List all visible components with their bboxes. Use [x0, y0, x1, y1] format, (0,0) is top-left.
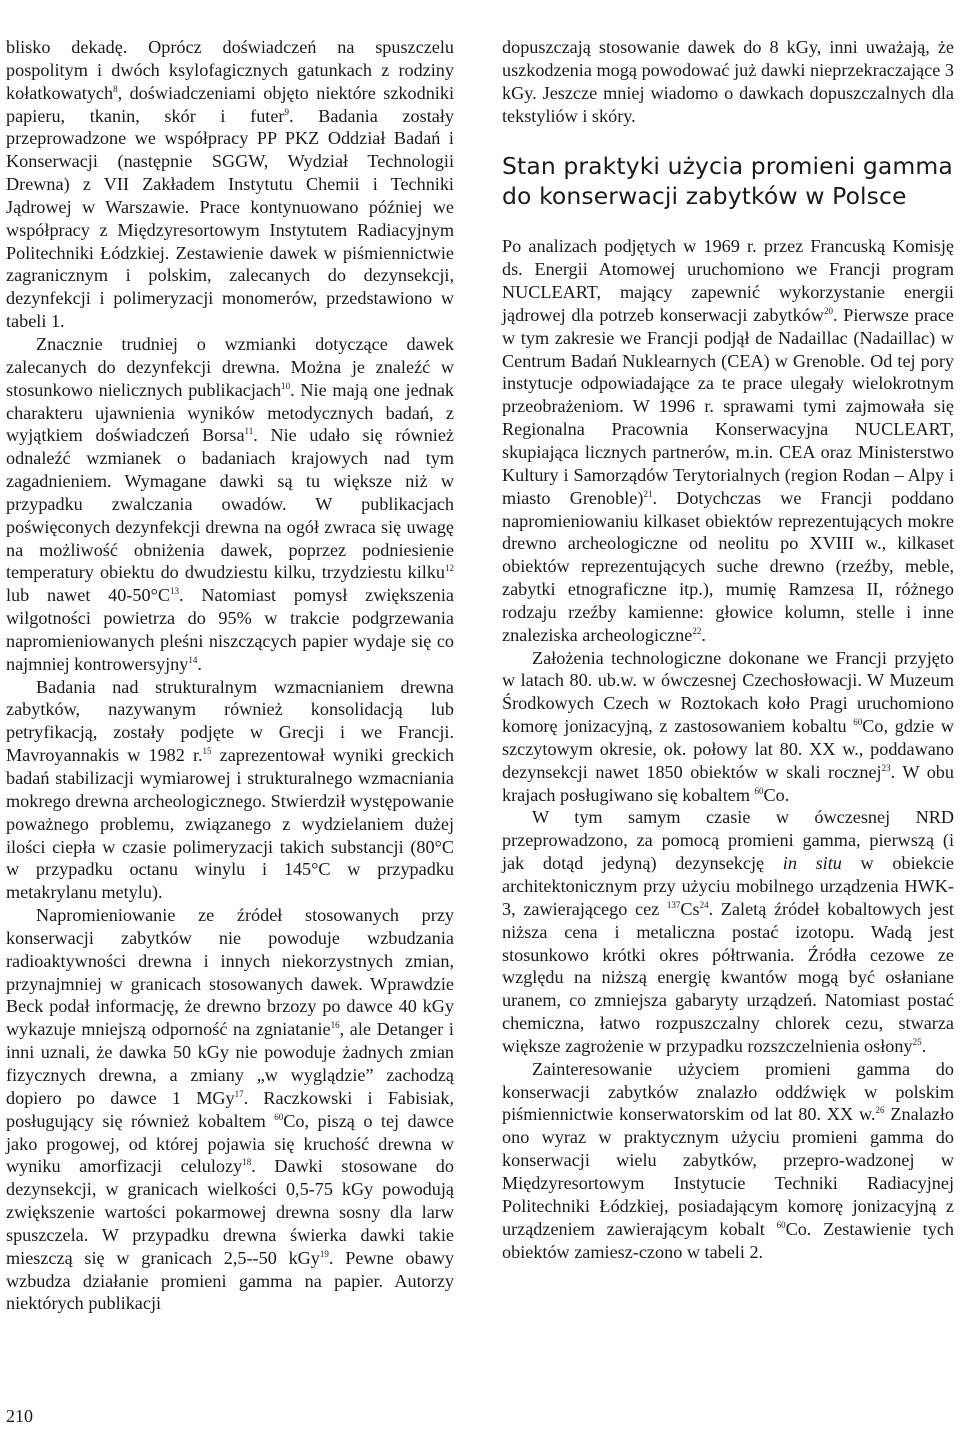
footnote-ref[interactable]: 24: [699, 899, 709, 910]
italic-term: in situ: [782, 853, 842, 874]
footnote-ref[interactable]: 13: [170, 586, 180, 597]
left-column: [6, 36, 454, 1315]
footnote-ref[interactable]: 14: [188, 654, 198, 665]
footnote-ref[interactable]: 16: [330, 1020, 340, 1031]
paragraph: W tym samym czasie w ówczesnej NRD przeprowadzono, za pomocą promieni gamma, pierwszą (i jak dotąd jedyną) dezynsekcję in situ w obiekcie architektonicznym przy użyciu mobilnego urządzenia HWK-3, zawierającego cez $^{137}$Cs$^{24}$. Zaletą źródeł kobaltowych jest niższa cena i metaliczna postać izotopu. Wadą jest stosunkowo krótki okres półtrwania. Źródła cezowe ze względu na niższą energię kwantów mogą być osłaniane uranem, co zmniejsza gabaryty urządzeń. Natomiast postać chemiczna, łatwo rozpuszczalny chlorek cezu, stwarza większe zagrożenie w przypadku rozszczelnienia osłony$^{25}$.: [502, 807, 954, 1056]
footnote-ref[interactable]: 8: [113, 83, 118, 94]
footnote-ref[interactable]: 26: [875, 1105, 885, 1116]
footnote-ref[interactable]: 23: [881, 762, 891, 773]
isotope-mass-number: 137: [666, 899, 681, 910]
footnote-ref[interactable]: 19: [319, 1248, 329, 1259]
isotope-mass-number: 60: [274, 1111, 284, 1122]
paragraph: Po analizach podjętych w 1969 r. przez Francuską Komisję ds. Energii Atomowej uruchomiono we Francji program NUCLEART, mający zapewnić wykorzystanie energii jądrowej dla potrzeb konserwacji zabytków$^{20}$. Pierwsze prace w tym zakresie we Francji podjął de Nadaillac (Nadaillac) w Centrum Badań Nuklearnych (CEA) w Grenoble. Od tej pory instytucje odpowiadające za te prace ulegały wielokrotnym przeobrażeniom. W 1996 r. sprawami tymi zajmowała się Regionalna Pracownia Konserwacyjna NUCLEART, skupiająca licznych partnerów, m.in. CEA oraz Ministerstwo Kultury i Samorządów Terytorialnych (region Rodan – Alpy i miasto Grenoble)$^{21}$. Dotychczas we Francji poddano napromieniowaniu kilkaset obiektów reprezentujących mokre drewno archeologiczne od neolitu po XVIII w., kilkaset obiektów reprezentujących suche drewno (rzeźby, meble, zabytki etnograficzne itp.), mumię Ramzesa II, różnego rodzaju rzeźby kamienne: głowice kolumn, stelle i inne znaleziska archeologiczne$^{22}$.: [502, 236, 954, 645]
paragraph: dopuszczają stosowanie dawek do 8 kGy, inni uważają, że uszkodzenia mogą powodować już dawki nieprzekraczające 3 kGy. Jeszcze mniej wiadomo o dawkach dopuszczalnych dla tekstyliów i skóry.: [502, 37, 954, 126]
paragraph: Znacznie trudniej o wzmianki dotyczące dawek zalecanych do dezynfekcji drewna. Można je znaleźć w stosunkowo nielicznych publikacjach$^{10}$. Nie mają one jednak charakteru ujawnienia wyników metodycznych badań, z wyjątkiem doświadczeń Borsa$^{11}$. Nie udało się również odnaleźć wzmianek o badaniach krajowych nad tym zagadnieniem. Wymagane dawki są tu większe niż w przypadku zwalczania owadów. W publikacjach poświęconych dezynfekcji drewna na ogół zwraca się uwagę na możliwość obniżenia dawek, poprzez podniesienie temperatury obiektu do dwudziestu kilku, trzydziestu kilku$^{12}$ lub nawet $40-50^\circ C^{13}$. Natomiast pomysł zwiększenia wilgotności powietrza do 95% w trakcie podgrzewania napromieniowanych pleśni niszczących papier wydaje się co najmniej kontrowersyjny$^{14}$.: [6, 333, 454, 674]
footnote-ref[interactable]: 10: [281, 380, 291, 391]
paragraph: Napromieniowanie ze źródeł stosowanych przy konserwacji zabytków nie powoduje wzbudzania radioaktywności drewna i innych niekorzystnych zmian, przynajmniej w granicach stosowanych dawek. Wprawdzie Beck podał informację, że drewno brzozy po dawce 40 kGy wykazuje mniejszą odporność na zgniatanie$^{16}$, ale Detanger i inni uznali, że dawka 50 kGy nie powoduje żadnych zmian fizycznych drewna, a zmiany „w wyglądzie” zachodzą dopiero po dawce 1 MGy$^{17}$. Raczkowski i Fabisiak, posługujący się również kobaltem $^{60}$Co, piszą o tej dawce jako progowej, od której pojawia się kruchość drewna w wyniku amorfizacji celulozy$^{18}$. Dawki stosowane do dezynsekcji, w granicach wielkości 0,5-75 kGy powodują zwiększenie wartości pokarmowej drewna sosny dla larw spuszczela. W przypadku drewna świerka dawki takie mieszczą się w granicach 2,5--50 kGy$^{19}$. Pewne obawy wzbudza działanie promieni gamma na papier. Autorzy niektórych publikacji: [6, 905, 454, 1314]
footnote-ref[interactable]: 15: [202, 746, 212, 757]
page-number: 210: [6, 1406, 33, 1426]
footnote-ref[interactable]: 22: [692, 625, 702, 636]
isotope-mass-number: 60: [776, 1219, 786, 1230]
footnote-ref[interactable]: 17: [234, 1088, 244, 1099]
section-heading: Stan praktyki użycia promieni gamma do konserwacji zabytków w Polsce: [502, 152, 953, 211]
footnote-ref[interactable]: 18: [242, 1157, 252, 1168]
isotope-mass-number: 60: [853, 717, 863, 728]
footnote-ref[interactable]: 11: [244, 426, 254, 437]
footnote-ref[interactable]: 21: [643, 488, 653, 499]
footnote-ref[interactable]: 20: [823, 305, 833, 316]
right-column: [502, 36, 954, 1263]
paragraph: Zainteresowanie użyciem promieni gamma do konserwacji zabytków znalazło oddźwięk w polskim piśmiennictwie konserwatorskim od lat 80. XX w.$^{26}$ Znalazło ono wyraz w praktycznym użyciu promieni gamma do konserwacji wielu zabytków, przepro-wadzonej w Międzyresortowym Instytucie Techniki Radiacyjnej Politechniki Łódzkiej, posiadającym komorę jonizacyjną z urządzeniem zawierającym kobalt $^{60}$Co. Zestawienie tych obiektów zamiesz-czono w tabeli 2.: [502, 1058, 954, 1262]
footnote-ref[interactable]: 12: [445, 563, 454, 574]
paragraph: Badania nad strukturalnym wzmacnianiem drewna zabytków, nazywanym również konsolidacją lub petryfikacją, zostały podjęte w Grecji i we Francji. Mavroyannakis w 1982 r.$^{15}$ zaprezentował wyniki greckich badań stabilizacji wymiarowej i strukturalnego wzmacniania mokrego drewna archeologicznego. Stwierdził występowanie poważnego problemu, związanego z wydzielaniem dużej ilości ciepła w czasie polimeryzacji takich substancji (80°C w przypadku octanu winylu i 145°C w przypadku metakrylanu metylu).: [6, 676, 454, 903]
isotope-mass-number: 60: [754, 785, 764, 796]
paragraph: blisko dekadę. Oprócz doświadczeń na spuszczelu pospolitym i dwóch ksylofagicznych gatunkach z rodziny kołatkowatych$^8$, doświadczeniami objęto niektóre szkodniki papieru, tkanin, skór i futer$^9$. Badania zostały przeprowadzone we współpracy PP PKZ Oddział Badań i Konserwacji (następnie SGGW, Wydział Technologii Drewna) z VII Zakładem Instytutu Chemii i Techniki Jądrowej w Warszawie. Prace kontynuowano później we współpracy z Międzyresortowym Instytutem Radiacyjnym Politechniki Łódzkiej. Zestawienie dawek w piśmiennictwie zagranicznym i polskim, zalecanych do dezynsekcji, dezynfekcji i polimeryzacji monomerów, przedstawiono w tabeli 1.: [6, 37, 454, 332]
paragraph: Założenia technologiczne dokonane we Francji przyjęto w latach 80. ub.w. w ówczesnej Czechosłowacji. W Muzeum Środkowych Czech w Roztokach koło Pragi uruchomiono komorę jonizacyjną, z zastosowaniem kobaltu $^{60}$Co, gdzie w szczytowym okresie, ok. połowy lat 80. XX w., poddawano dezynsekcji nawet 1850 obiektów w skali rocznej$^{23}$. W obu krajach posługiwano się kobaltem $^{60}$Co.: [502, 647, 954, 805]
footnote-ref[interactable]: 9: [284, 106, 289, 117]
footnote-ref[interactable]: 25: [912, 1036, 922, 1047]
